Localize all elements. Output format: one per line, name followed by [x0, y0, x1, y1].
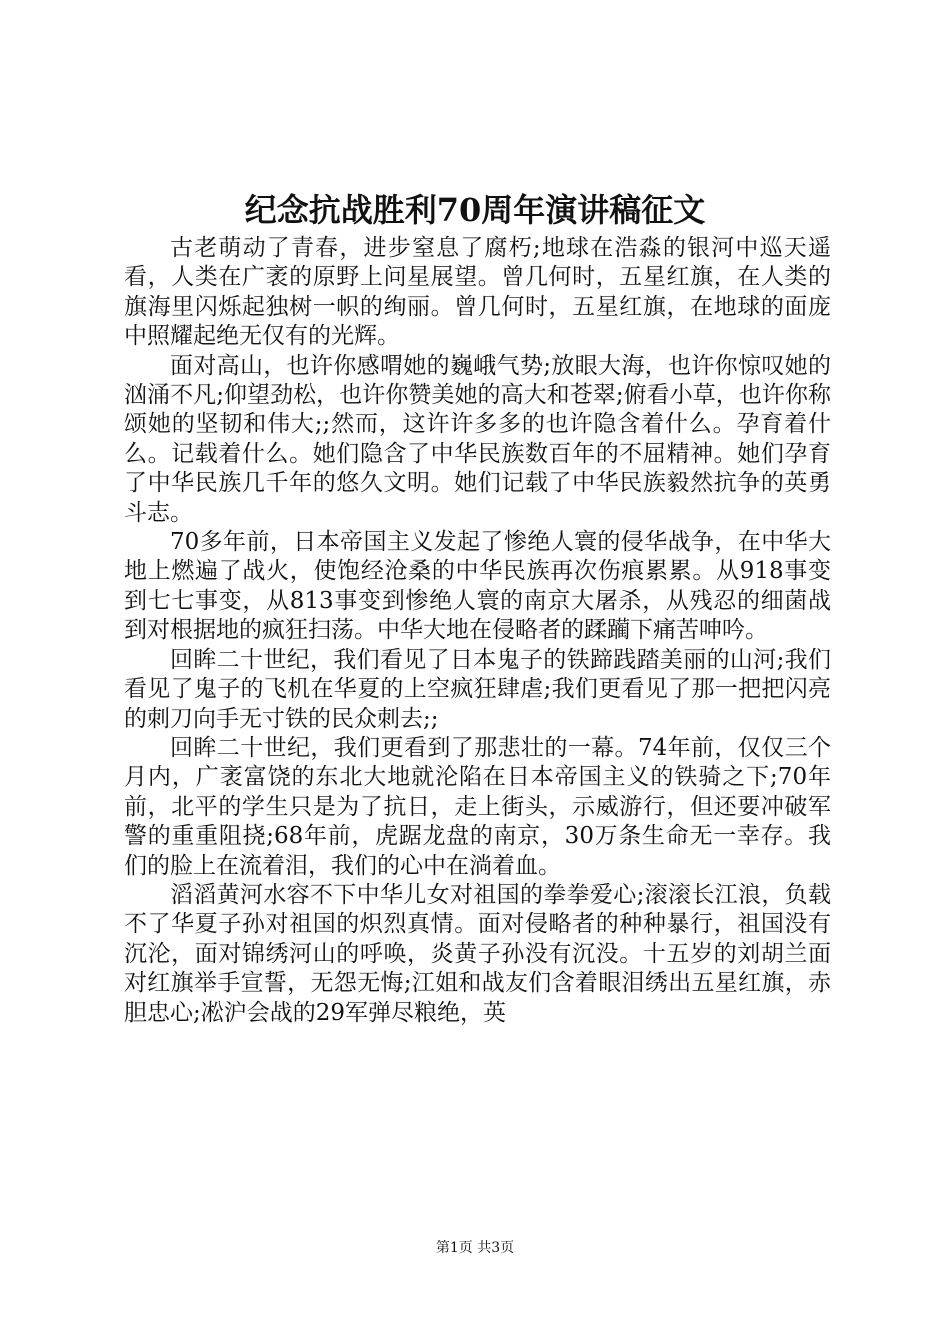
paragraph: 面对高山，也许你感喟她的巍峨气势;放眼大海，也许你惊叹她的汹涌不凡;仰望劲松，也许你赞美她的高大和苍翠;俯看小草，也许你称颂她的坚韧和伟大;;然而，这许许多多的也许隐含着什么。孕育着什么。记载着什么。她们隐含了中华民族数百年的不屈精神。她们孕育了中华民族几千年的悠久文明。她们记载了中华民族毅然抗争的英勇斗志。: [124, 352, 831, 526]
paragraph: 70多年前，日本帝国主义发起了惨绝人寰的侵华战争，在中华大地上燃遍了战火，使饱经沧桑的中华民族再次伤痕累累。从918事变到七七事变，从813事变到惨绝人寰的南京大屠杀，从残忍的细菌战到对根据地的疯狂扫荡。中华大地在侵略者的蹂躏下痛苦呻吟。: [124, 529, 831, 644]
page-footer: 第1页 共3页: [435, 1240, 515, 1256]
document-title: 纪念抗战胜利70周年演讲稿征文: [244, 191, 706, 229]
document-body: [124, 234, 831, 1176]
paragraph: 回眸二十世纪，我们更看到了那悲壮的一幕。74年前，仅仅三个月内，广袤富饶的东北大地就沦陷在日本帝国主义的铁骑之下;70年前，北平的学生只是为了抗日，走上街头，示威游行，但还要冲破军警的重重阻挠;68年前，虎踞龙盘的南京，30万条生命无一幸存。我们的脸上在流着泪，我们的心中在淌着血。: [124, 734, 831, 879]
paragraph: 回眸二十世纪，我们看见了日本鬼子的铁蹄践踏美丽的山河;我们看见了鬼子的飞机在华夏的上空疯狂肆虐;我们更看见了那一把把闪亮的刺刀向手无寸铁的民众刺去;;: [124, 646, 831, 732]
paragraph: 古老萌动了青春，进步窒息了腐朽;地球在浩淼的银河中巡天遥看，人类在广袤的原野上问星展望。曾几何时，五星红旗，在人类的旗海里闪烁起独树一帜的绚丽。曾几何时，五星红旗，在地球的面庞中照耀起绝无仅有的光辉。: [124, 235, 831, 350]
paragraph: 滔滔黄河水容不下中华儿女对祖国的拳拳爱心;滚滚长江浪，负载不了华夏子孙对祖国的炽烈真情。面对侵略者的种种暴行，祖国没有沉沦，面对锦绣河山的呼唤，炎黄子孙没有沉没。十五岁的刘胡兰面对红旗举手宣誓，无怨无悔;江姐和战友们含着眼泪绣出五星红旗，赤胆忠心;凇沪会战的29军弹尽粮绝，英: [124, 881, 831, 1026]
